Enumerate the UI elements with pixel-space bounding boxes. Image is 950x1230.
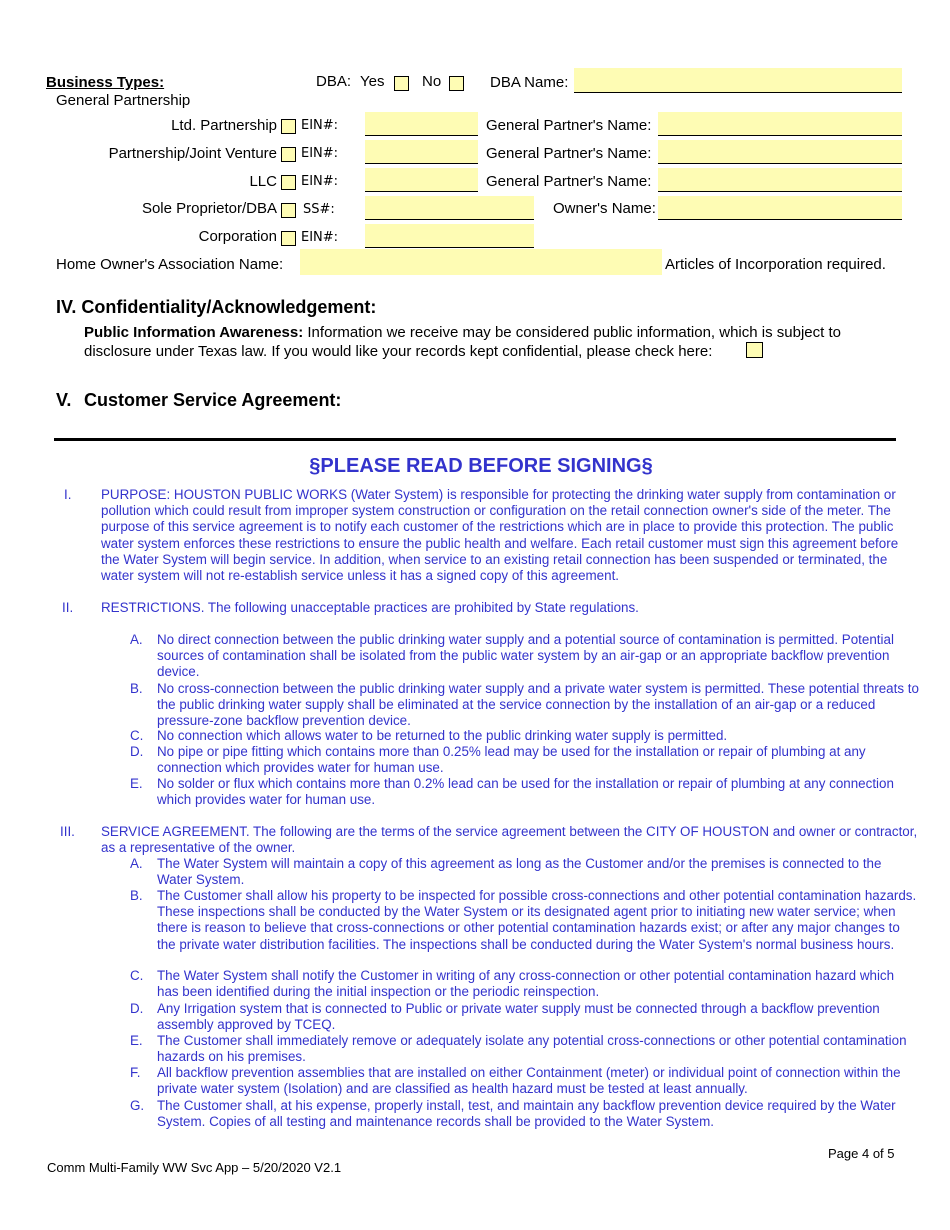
llc-partner-label: General Partner's Name: (486, 173, 652, 190)
term-g-text: The Customer shall, at his expense, properly install, test, and maintain any backflow prevention device required by the Water System. Copies of all testing and maintenance records shall be provided to the Water System. (157, 1098, 896, 1130)
term-e-letter: E. (130, 1033, 143, 1048)
agreement-title: §PLEASE READ BEFORE SIGNING§ (309, 455, 653, 477)
public-info-text-1: Information we receive may be considered public information, which is subject to (303, 324, 841, 341)
llc-ein-label: EIN#: (301, 174, 339, 189)
term-b-text: The Customer shall allow his property to be inspected for possible cross-connections and other potential contamination hazards. These inspections shall be conducted by the Water System or its designated agent prior to initiating new water service; when there is reason to believe that cross-connections or other potential contamination hazards exist; or after any major changes to the private water distribution facilities. The inspections shall be conducted during the Water System's normal business hours. (157, 888, 917, 952)
restriction-a-letter: A. (130, 632, 143, 647)
llc-partner-field[interactable] (658, 168, 902, 192)
corporation-ein-field[interactable] (365, 224, 534, 248)
restriction-c-text: No connection which allows water to be returned to the public drinking water supply is permitted. (157, 728, 728, 743)
owner-name-field[interactable] (658, 196, 902, 220)
hoa-name-field[interactable] (300, 249, 662, 275)
restriction-a-text: No direct connection between the public drinking water supply and a potential source of contamination is permitted. Potential sources of contamination shall be isolated from the public water system by an air-gap or an appropriate backflow prevention device. (157, 632, 894, 680)
restriction-c-letter: C. (130, 728, 144, 743)
ltd-partnership-checkbox[interactable] (281, 119, 296, 134)
dba-name-label: DBA Name: (490, 74, 569, 91)
hoa-label: Home Owner's Association Name: (56, 256, 284, 273)
llc-ein-field[interactable] (365, 168, 478, 192)
section-2-text: RESTRICTIONS. The following unacceptable practices are prohibited by State regulations. (101, 600, 639, 615)
form-identifier: Comm Multi-Family WW Svc App – 5/20/2020 V2.1 (47, 1160, 342, 1175)
restriction-e-letter: E. (130, 776, 143, 791)
restriction-d-text: No pipe or pipe fitting which contains more than 0.25% lead may be used for the installation or repair of plumbing at any connection which provides water for human use. (157, 744, 866, 776)
ltd-partnership-label: Ltd. Partnership (171, 117, 277, 134)
public-info-text-2: disclosure under Texas law. If you would like your records kept confidential, please check here: (84, 343, 713, 360)
term-c-letter: C. (130, 968, 144, 983)
ltd-partnership-ein-field[interactable] (365, 112, 478, 136)
joint-venture-ein-label: EIN#: (301, 146, 339, 161)
term-d-text: Any Irrigation system that is connected to Public or private water supply must be connected through a backflow prevention assembly approved by TCEQ. (157, 1001, 880, 1033)
business-types-heading: Business Types: (46, 74, 165, 91)
page-number: Page 4 of 5 (828, 1146, 895, 1161)
joint-venture-label: Partnership/Joint Venture (108, 145, 277, 162)
term-a-text: The Water System will maintain a copy of this agreement as long as the Customer and/or the premises is connected to the Water System. (157, 856, 882, 888)
section-3-text: SERVICE AGREEMENT. The following are the terms of the service agreement between the CITY OF HOUSTON and owner or contractor, as a representative of the owner. (101, 824, 918, 856)
corporation-ein-label: EIN#: (301, 230, 339, 245)
sole-proprietor-checkbox[interactable] (281, 203, 296, 218)
section-1-number: I. (64, 487, 72, 502)
confidential-checkbox[interactable] (746, 342, 763, 358)
term-a-letter: A. (130, 856, 143, 871)
joint-venture-checkbox[interactable] (281, 147, 296, 162)
term-c-text: The Water System shall notify the Customer in writing of any cross-connection or other potential contamination hazard which has been identified during the initial inspection or the periodic reinspection. (157, 968, 895, 1000)
sole-proprietor-label: Sole Proprietor/DBA (141, 200, 277, 217)
corporation-label: Corporation (198, 228, 277, 245)
dba-yes-label: Yes (360, 73, 385, 90)
dba-no-label: No (422, 73, 442, 90)
corporation-checkbox[interactable] (281, 231, 296, 246)
dba-label: DBA: (316, 73, 352, 90)
joint-venture-partner-label: General Partner's Name: (486, 145, 652, 162)
service-heading-number: V. (56, 390, 72, 410)
dba-no-checkbox[interactable] (449, 76, 464, 91)
term-f-letter: F. (130, 1065, 141, 1080)
llc-checkbox[interactable] (281, 175, 296, 190)
public-info-paragraph (84, 323, 904, 361)
restriction-e-text: No solder or flux which contains more than 0.2% lead can be used for the installation or repair of plumbing at any connection which provides water for human use. (157, 776, 894, 808)
section-1-text: PURPOSE: HOUSTON PUBLIC WORKS (Water System) is responsible for protecting the drinking water supply from contamination or pollution which could result from improper system construction or configuration on the retail connection owner's side of the meter. The purpose of this service agreement is to notify each customer of the restrictions which are in place to provide this protection. The public water system enforces these restrictions to ensure the public health and welfare. Each retail customer must sign this agreement before the Water System will begin service. In addition, when service to an existing retail connection has been suspended or terminated, the water system will not re-establish service unless it has a signed copy of this agreement. (101, 487, 899, 584)
term-b-letter: B. (130, 888, 143, 903)
term-d-letter: D. (130, 1001, 144, 1016)
restriction-b-letter: B. (130, 681, 143, 696)
term-e-text: The Customer shall immediately remove or adequately isolate any potential cross-connections or other potential contamination hazards on his premises. (157, 1033, 907, 1065)
dba-yes-checkbox[interactable] (394, 76, 409, 91)
restriction-d-letter: D. (130, 744, 144, 759)
section-divider (54, 438, 896, 441)
joint-venture-partner-field[interactable] (658, 140, 902, 164)
articles-note: Articles of Incorporation required. (665, 256, 886, 273)
service-heading: Customer Service Agreement: (84, 390, 342, 410)
dba-name-field[interactable] (574, 68, 902, 93)
section-2-number: II. (62, 600, 74, 615)
ltd-partnership-partner-field[interactable] (658, 112, 902, 136)
owner-name-label: Owner's Name: (553, 200, 656, 217)
joint-venture-ein-field[interactable] (365, 140, 478, 164)
sole-proprietor-ss-label: SS#: (303, 202, 335, 217)
ltd-partnership-partner-label: General Partner's Name: (486, 117, 652, 134)
llc-label: LLC (249, 173, 277, 190)
term-f-text: All backflow prevention assemblies that are installed on either Containment (meter) or individual point of connection within the private water system (Isolation) and are classified as health hazard must be tested at least annually. (157, 1065, 901, 1097)
ltd-partnership-ein-label: EIN#: (301, 118, 339, 133)
general-partnership-label: General Partnership (56, 92, 191, 109)
restriction-b-text: No cross-connection between the public drinking water supply and a private water system is permitted. These potential threats to the public drinking water supply shall be eliminated at the service connection by the installation of an air-gap or a reduced pressure-zone backflow prevention device. (157, 681, 919, 729)
section-3-number: III. (60, 824, 75, 839)
term-g-letter: G. (130, 1098, 145, 1113)
sole-proprietor-ss-field[interactable] (365, 196, 534, 220)
confidentiality-heading: IV. Confidentiality/Acknowledgement: (56, 297, 377, 317)
public-info-label: Public Information Awareness: (84, 324, 304, 341)
